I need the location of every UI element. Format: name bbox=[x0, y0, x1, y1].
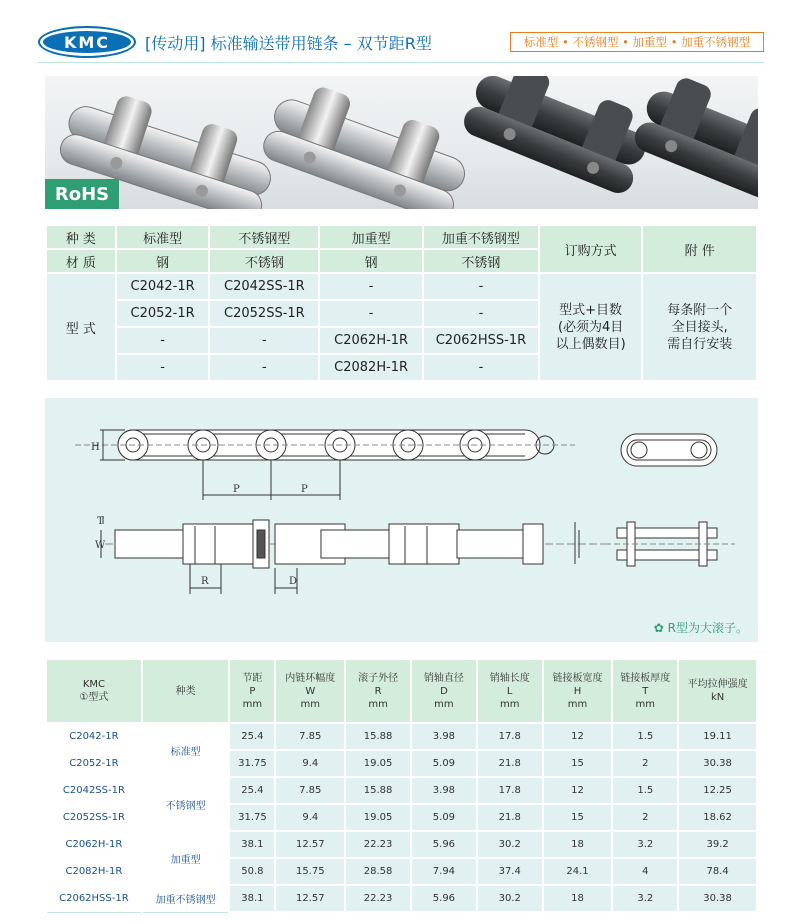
column-header-line2: P bbox=[249, 685, 256, 697]
model-cell: C2042SS-1R bbox=[46, 777, 142, 804]
material-cell: 钢 bbox=[319, 249, 423, 273]
dim-p-label-1: P bbox=[233, 484, 240, 495]
column-header bbox=[612, 659, 678, 723]
column-header-line2: W bbox=[305, 685, 316, 697]
model-cell: C2052-1R bbox=[116, 300, 210, 327]
model-cell: - bbox=[423, 273, 539, 300]
value-cell: 24.1 bbox=[543, 858, 613, 885]
model-cell: - bbox=[423, 354, 539, 381]
value-cell: 1.5 bbox=[612, 723, 678, 750]
value-cell: 17.8 bbox=[477, 723, 543, 750]
value-cell: 5.09 bbox=[411, 804, 477, 831]
column-header bbox=[345, 659, 411, 723]
table-row bbox=[46, 723, 757, 750]
gear-icon: ✿ bbox=[653, 621, 664, 635]
value-cell: 25.4 bbox=[229, 777, 275, 804]
value-cell: 19.11 bbox=[678, 723, 757, 750]
column-header-line1: 链接板厚度 bbox=[620, 672, 671, 684]
value-cell: 7.85 bbox=[275, 777, 345, 804]
value-cell: 5.96 bbox=[411, 885, 477, 912]
value-cell: 18 bbox=[543, 831, 613, 858]
value-cell: 30.2 bbox=[477, 885, 543, 912]
rohs-badge: RoHS bbox=[45, 179, 119, 209]
model-cell: C2042-1R bbox=[116, 273, 210, 300]
value-cell: 25.4 bbox=[229, 723, 275, 750]
column-header-line2: D bbox=[440, 685, 448, 697]
value-cell: 78.4 bbox=[678, 858, 757, 885]
value-cell: 31.75 bbox=[229, 750, 275, 777]
chain-drawing bbox=[45, 398, 758, 642]
value-cell: 18 bbox=[543, 885, 613, 912]
value-cell: 4 bbox=[612, 858, 678, 885]
column-header bbox=[46, 659, 142, 723]
column-header-line2: kN bbox=[710, 692, 725, 703]
value-cell: 39.2 bbox=[678, 831, 757, 858]
top-view bbox=[75, 430, 575, 500]
column-header bbox=[477, 659, 543, 723]
type-tags: 标准型 • 不锈钢型 • 加重型 • 加重不锈钢型 bbox=[510, 32, 764, 52]
kind-label: 种 类 bbox=[46, 225, 116, 249]
value-cell: 12.25 bbox=[678, 777, 757, 804]
column-header bbox=[678, 659, 757, 723]
model-cell: - bbox=[319, 300, 423, 327]
value-cell: 9.4 bbox=[275, 750, 345, 777]
order-header: 订购方式 bbox=[539, 225, 643, 273]
column-header-line2: L bbox=[506, 685, 513, 697]
column-header bbox=[543, 659, 613, 723]
chain-photo bbox=[45, 76, 758, 209]
dimension-diagram bbox=[45, 398, 758, 642]
page-title: [传动用] 标准输送带用链条 – 双节距R型 bbox=[145, 34, 432, 53]
kind-cell: 加重不锈钢型 bbox=[142, 885, 230, 912]
model-cell: C2062HSS-1R bbox=[46, 885, 142, 912]
material-label: 材 质 bbox=[46, 249, 116, 273]
value-cell: 50.8 bbox=[229, 858, 275, 885]
model-cell: C2082H-1R bbox=[319, 354, 423, 381]
column-header bbox=[142, 659, 230, 723]
value-cell: 7.85 bbox=[275, 723, 345, 750]
column-header bbox=[411, 659, 477, 723]
model-label: 型 式 bbox=[46, 273, 116, 381]
column-header-line1: 内链环幅度 bbox=[285, 672, 336, 684]
model-cell: C2052-1R bbox=[46, 750, 142, 777]
column-header-line1: 销轴长度 bbox=[489, 672, 530, 684]
column-header bbox=[229, 659, 275, 723]
value-cell: 21.8 bbox=[477, 804, 543, 831]
value-cell: 15.88 bbox=[345, 777, 411, 804]
column-header-line2: T bbox=[642, 685, 649, 697]
dim-d-label: D bbox=[289, 576, 298, 587]
dim-t-label: T bbox=[97, 516, 104, 527]
value-cell: 5.96 bbox=[411, 831, 477, 858]
model-cell: C2052SS-1R bbox=[209, 300, 319, 327]
value-cell: 15 bbox=[543, 804, 613, 831]
value-cell: 15 bbox=[543, 750, 613, 777]
dimension-table bbox=[45, 658, 758, 913]
column-header-line3: mm bbox=[635, 698, 656, 710]
value-cell: 15.88 bbox=[345, 723, 411, 750]
column-header-line3: mm bbox=[242, 698, 263, 710]
value-cell: 38.1 bbox=[229, 885, 275, 912]
table-row bbox=[46, 885, 757, 912]
value-cell: 31.75 bbox=[229, 804, 275, 831]
value-cell: 30.38 bbox=[678, 885, 757, 912]
value-cell: 12.57 bbox=[275, 885, 345, 912]
kind-cell: 不锈钢型 bbox=[209, 225, 319, 249]
kind-cell: 加重型 bbox=[142, 831, 230, 885]
material-cell: 不锈钢 bbox=[209, 249, 319, 273]
value-cell: 18.62 bbox=[678, 804, 757, 831]
column-header-line2: R bbox=[374, 685, 382, 697]
value-cell: 21.8 bbox=[477, 750, 543, 777]
roller-note-text: R型为大滚子。 bbox=[667, 621, 748, 635]
dim-p-label-2: P bbox=[301, 484, 308, 495]
column-header-line3: mm bbox=[499, 698, 520, 710]
value-cell: 3.98 bbox=[411, 723, 477, 750]
side-view bbox=[101, 516, 605, 594]
column-header-line1: 节距 bbox=[242, 672, 263, 684]
model-cell: C2062H-1R bbox=[319, 327, 423, 354]
link-view bbox=[621, 434, 717, 466]
dim-r-label: R bbox=[201, 576, 209, 587]
model-cell: - bbox=[209, 327, 319, 354]
table-row bbox=[46, 831, 757, 858]
value-cell: 2 bbox=[612, 750, 678, 777]
value-cell: 3.98 bbox=[411, 777, 477, 804]
value-cell: 19.05 bbox=[345, 750, 411, 777]
value-cell: 15.75 bbox=[275, 858, 345, 885]
model-cell: - bbox=[116, 327, 210, 354]
column-header-line3: mm bbox=[434, 698, 454, 710]
pin-view bbox=[605, 522, 735, 566]
order-text: 型式+目数 (必须为4目 以上偶数目) bbox=[539, 273, 643, 381]
model-cell: C2062H-1R bbox=[46, 831, 142, 858]
value-cell: 5.09 bbox=[411, 750, 477, 777]
value-cell: 30.38 bbox=[678, 750, 757, 777]
chain-photo-illustration bbox=[45, 76, 758, 209]
value-cell: 12 bbox=[543, 723, 613, 750]
value-cell: 3.2 bbox=[612, 831, 678, 858]
spec-table bbox=[45, 224, 758, 382]
value-cell: 7.94 bbox=[411, 858, 477, 885]
value-cell: 19.05 bbox=[345, 804, 411, 831]
column-header-line2: H bbox=[573, 685, 582, 697]
kind-cell: 加重不锈钢型 bbox=[423, 225, 539, 249]
value-cell: 17.8 bbox=[477, 777, 543, 804]
material-cell: 不锈钢 bbox=[423, 249, 539, 273]
column-header-line2: ①型式 bbox=[79, 692, 109, 703]
column-header-line3: mm bbox=[368, 698, 388, 710]
accessory-header: 附 件 bbox=[642, 225, 757, 273]
kind-cell: 标准型 bbox=[116, 225, 210, 249]
value-cell: 28.58 bbox=[345, 858, 411, 885]
column-header-line3: mm bbox=[300, 698, 321, 710]
value-cell: 9.4 bbox=[275, 804, 345, 831]
value-cell: 22.23 bbox=[345, 831, 411, 858]
kind-cell: 不锈钢型 bbox=[142, 777, 230, 831]
model-cell: C2082H-1R bbox=[46, 858, 142, 885]
value-cell: 37.4 bbox=[477, 858, 543, 885]
column-header-line1: 种类 bbox=[175, 685, 196, 697]
model-cell: C2052SS-1R bbox=[46, 804, 142, 831]
value-cell: 2 bbox=[612, 804, 678, 831]
column-header-line1: 滚子外径 bbox=[358, 672, 399, 684]
model-cell: C2062HSS-1R bbox=[423, 327, 539, 354]
header-divider bbox=[38, 62, 764, 63]
column-header-line1: KMC bbox=[82, 679, 105, 690]
model-cell: - bbox=[116, 354, 210, 381]
material-cell: 钢 bbox=[116, 249, 210, 273]
model-cell: - bbox=[209, 354, 319, 381]
column-header bbox=[275, 659, 345, 723]
dim-w-label: W bbox=[95, 540, 106, 551]
model-cell: - bbox=[423, 300, 539, 327]
column-header-line1: 平均拉伸强度 bbox=[687, 679, 748, 690]
column-header-line3: mm bbox=[567, 698, 588, 710]
value-cell: 12 bbox=[543, 777, 613, 804]
model-cell: C2042-1R bbox=[46, 723, 142, 750]
kmc-logo: KMC bbox=[38, 26, 136, 58]
value-cell: 30.2 bbox=[477, 831, 543, 858]
kind-cell: 标准型 bbox=[142, 723, 230, 777]
value-cell: 3.2 bbox=[612, 885, 678, 912]
page-header bbox=[0, 0, 800, 68]
roller-note bbox=[654, 619, 748, 636]
value-cell: 38.1 bbox=[229, 831, 275, 858]
value-cell: 12.57 bbox=[275, 831, 345, 858]
column-header-line1: 链接板宽度 bbox=[552, 672, 603, 684]
column-header-line1: 销轴直径 bbox=[423, 672, 464, 684]
value-cell: 1.5 bbox=[612, 777, 678, 804]
value-cell: 22.23 bbox=[345, 885, 411, 912]
accessory-text: 每条附一个 全目接头, 需自行安装 bbox=[642, 273, 757, 381]
model-cell: C2042SS-1R bbox=[209, 273, 319, 300]
kind-cell: 加重型 bbox=[319, 225, 423, 249]
dim-h-label: H bbox=[91, 442, 100, 453]
model-cell: - bbox=[319, 273, 423, 300]
table-row bbox=[46, 777, 757, 804]
